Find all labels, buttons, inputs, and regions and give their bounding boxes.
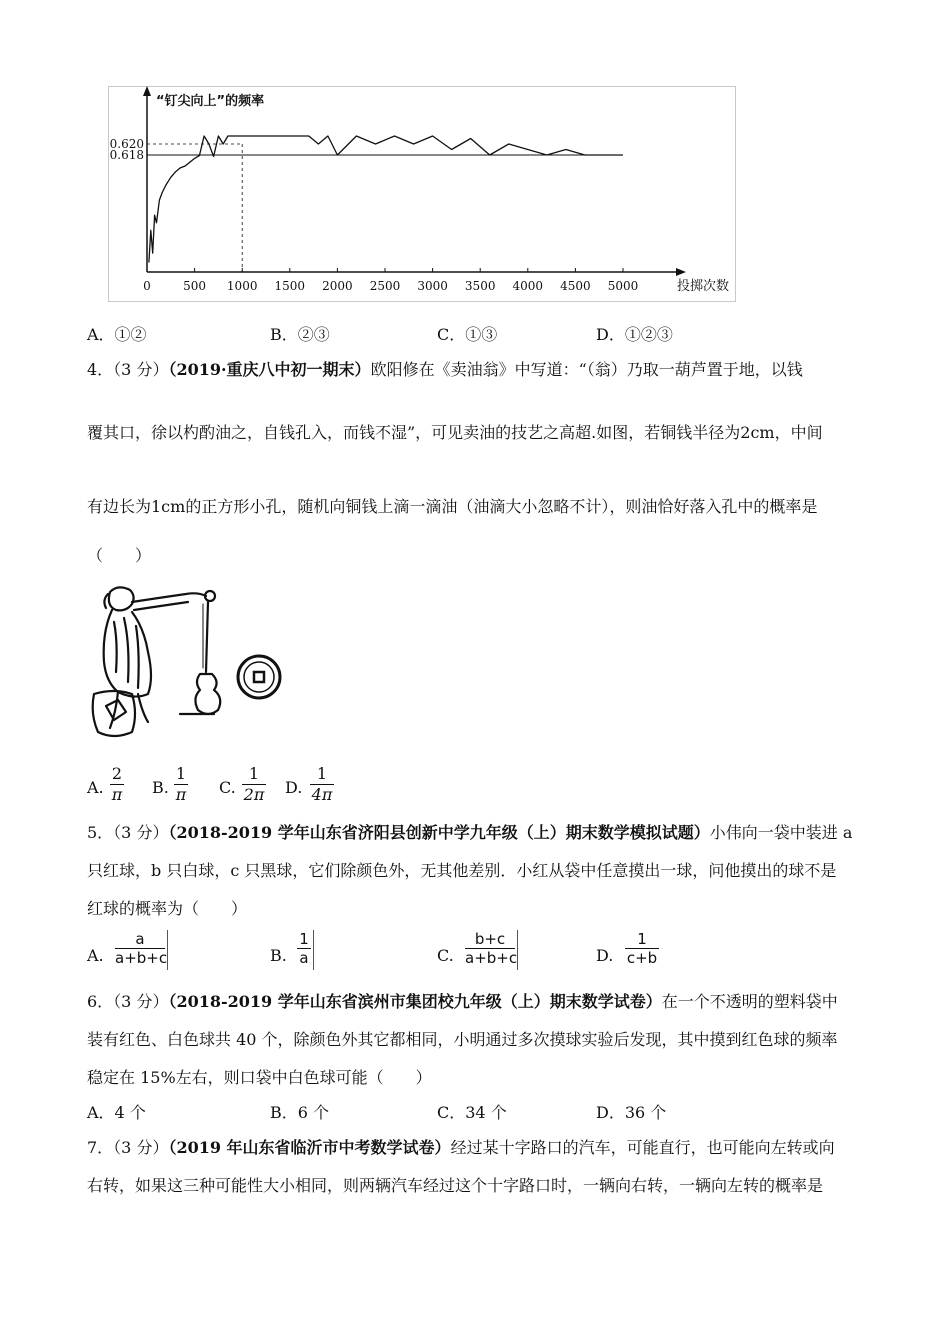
y-tick-label-0.620: 0.620 [109,137,144,151]
y-axis-arrow [143,86,151,96]
numerator: 1 [316,764,328,783]
q4-stem-line-1 [87,359,803,381]
numerator: 1 [299,930,309,948]
numerator: a [135,930,145,948]
q3-option-c[interactable]: C．①③ [437,325,498,344]
y-tick-label-0.618: 0.618 [109,148,144,162]
x-tick-label-4000: 4000 [512,279,544,293]
x-tick-label-0: 0 [143,279,151,293]
q4-option-c-fraction [240,764,268,805]
denominator: a+b+c [115,949,168,967]
x-axis-arrow [676,268,686,276]
q5-option-b-fraction [297,930,311,967]
copper-coin-illustration [234,652,284,702]
q4-option-b-fraction [172,764,190,805]
denominator: c+b [626,949,658,967]
x-tick-label-2000: 2000 [322,279,353,293]
q7-stem-line-2: 右转，如果这三种可能性大小相同，则两辆汽车经过这个十字路口时，一辆向右转，一辆向左转的概率是 [87,1176,824,1195]
q6-source: （2018-2019 学年山东省滨州市集团校九年级（上）期末数学试卷） [168,992,662,1011]
q6-option-c[interactable]: C．34 个 [437,1103,507,1122]
q6-stem-line-3: 稳定在 15%左右，则口袋中白色球可能（ ） [87,1068,432,1087]
q5-option-d-fraction [625,930,659,967]
x-tick-label-5000: 5000 [607,279,639,293]
q3-option-b[interactable]: B．②③ [270,325,330,344]
q7-source: （2019 年山东省临沂市中考数学试卷） [168,1138,451,1157]
denominator: 4π [311,785,333,804]
x-tick-label-1000: 1000 [226,279,258,293]
q5-stem-line-1 [87,822,852,844]
q5-source: （2018-2019 学年山东省济阳县创新中学九年级（上）期末数学模拟试题） [168,823,710,842]
q4-number: 4．（3 分） [87,360,169,379]
q4-answer-bracket: （ ） [87,546,152,565]
x-tick-label-3000: 3000 [417,279,448,293]
q5-option-a-fraction [115,930,168,967]
denominator: π [111,785,123,804]
q4-option-d-fraction [308,764,336,805]
q7-stem-line-1 [87,1137,835,1159]
numerator: 1 [637,930,647,948]
numerator: 1 [175,764,187,783]
q5-text: 小伟向一袋中装进 a [709,823,853,842]
frequency-chart [108,86,736,302]
chart-title: “钉尖向上”的频率 [156,94,265,109]
q4-option-c-label[interactable]: C. [219,778,236,797]
q5-option-c-label[interactable]: C. [437,946,454,965]
x-axis-label: 投掷次数 [676,279,730,294]
q5-option-c-fraction [465,930,518,967]
q6-text: 在一个不透明的塑料袋中 [661,992,838,1011]
q4-option-a-fraction [108,764,126,805]
denominator: 2π [243,785,265,804]
q6-option-a[interactable]: A．4 个 [87,1103,146,1122]
q5-number: 5．（3 分） [87,823,169,842]
q4-source: （2019·重庆八中初一期末） [168,360,371,379]
q6-number: 6．（3 分） [87,992,169,1011]
q5-option-d-label[interactable]: D. [596,946,614,965]
numerator: 1 [248,764,260,783]
chart-frame [109,87,736,302]
q4-option-d-label[interactable]: D. [285,778,303,797]
denominator: a [299,949,309,967]
q7-text: 经过某十字路口的汽车，可能直行，也可能向左转或向 [450,1138,835,1157]
square-hole [254,672,264,682]
q5-stem-line-2: 只红球，b 只白球，c 只黑球，它们除颜色外，无其他差别．小红从袋中任意摸出一球，问他摸出的球不是 [87,861,837,880]
q6-stem-line-2: 装有红色、白色球共 40 个，除颜色外其它都相同，小明通过多次摸球实验后发现，其中摸到红色球的频率 [87,1030,838,1049]
q3-option-a[interactable]: A．①② [87,325,147,344]
denominator: a+b+c [465,949,518,967]
q5-option-b-label[interactable]: B. [270,946,287,965]
x-tick-label-500: 500 [183,279,207,293]
q5-option-a-label[interactable]: A. [87,946,104,965]
q4-text: 欧阳修在《卖油翁》中写道：“（翁）乃取一葫芦置于地，以钱 [370,360,803,379]
x-tick-label-4500: 4500 [560,279,591,293]
numerator: b+c [474,930,506,948]
oil-seller-illustration [88,582,238,742]
q3-option-d[interactable]: D．①②③ [596,325,673,344]
q6-stem-line-1 [87,991,838,1013]
x-tick-label-1500: 1500 [274,279,306,293]
denominator: π [175,785,187,804]
q4-option-a-label[interactable]: A. [87,778,104,797]
x-tick-label-3500: 3500 [464,279,496,293]
numerator: 2 [111,764,123,783]
q5-stem-line-3: 红球的概率为（ ） [87,899,248,918]
q6-option-d[interactable]: D．36 个 [596,1103,667,1122]
q4-stem-line-3: 有边长为1cm的正方形小孔，随机向铜钱上滴一滴油（油滴大小忽略不计），则油恰好落入孔中的概率是 [87,497,818,516]
q6-option-b[interactable]: B．6 个 [270,1103,330,1122]
q4-stem-line-2: 覆其口，徐以杓酌油之，自钱孔入，而钱不湿”，可见卖油的技艺之高超.如图，若铜钱半径为2cm，中间 [87,423,823,442]
q4-option-b-label[interactable]: B. [152,778,169,797]
q7-number: 7．（3 分） [87,1138,169,1157]
x-tick-label-2500: 2500 [369,279,401,293]
